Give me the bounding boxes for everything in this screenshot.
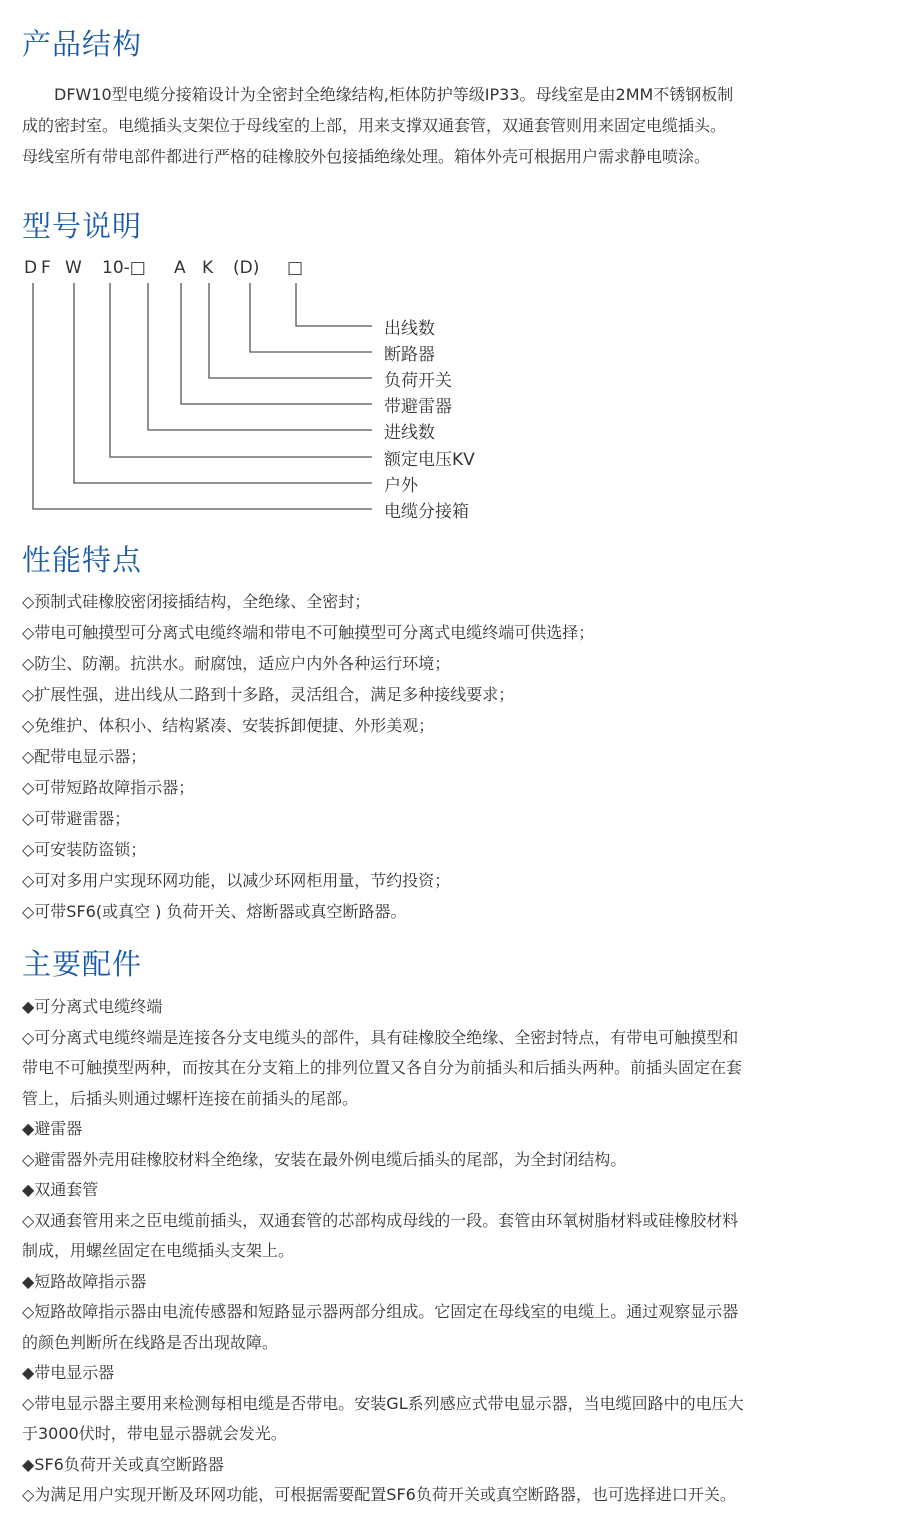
model-code-part: (D): [233, 258, 260, 278]
feature-item: ◇可对多用户实现环网功能，以减少环网柜用量，节约投资；: [22, 871, 451, 890]
section-title-accessories: 主要配件: [22, 947, 143, 981]
bracket-line-voltage: [110, 283, 372, 457]
feature-item: ◇可带SF6(或真空 ) 负荷开关、熔断器或真空断路器。: [22, 902, 407, 921]
model-code-part: A: [174, 258, 186, 278]
accessory-desc-line: ◇双通套管用来之臣电缆前插头，双通套管的芯部构成母线的一段。套管由环氧树脂材料或硅橡胶材料: [22, 1210, 739, 1230]
model-label: 断路器: [384, 345, 435, 365]
section-title-model: 型号说明: [22, 209, 143, 243]
model-label: 进线数: [384, 423, 435, 443]
accessories-list: [22, 992, 882, 1511]
accessory-desc-line: 制成，用螺丝固定在电缆插头支架上。: [22, 1241, 295, 1260]
accessory-desc-line: 管上，后插头则通过螺杆连接在前插头的尾部。: [22, 1088, 359, 1108]
feature-item: ◇免维护、体积小、结构紧凑、安装拆卸便捷、外形美观；: [22, 716, 435, 735]
bracket-line-breaker: [250, 283, 372, 352]
model-label: 出线数: [384, 319, 435, 339]
accessory-name: ◆带电显示器: [22, 1363, 115, 1382]
structure-line: DFW10型电缆分接箱设计为全密封全绝缘结构,柜体防护等级IP33。母线室是由2MM不锈钢板制: [22, 85, 734, 104]
model-code-part: W: [65, 258, 82, 278]
model-code-part: K: [202, 258, 214, 278]
accessory-name: ◆SF6负荷开关或真空断路器: [22, 1454, 224, 1474]
accessory-name: ◆避雷器: [22, 1119, 83, 1138]
model-label: 负荷开关: [384, 371, 452, 391]
accessory-name: ◆短路故障指示器: [22, 1271, 147, 1291]
bracket-line-outdoor: [74, 283, 372, 483]
accessory-desc-line: 带电不可触摸型两种，而按其在分支箱上的排列位置又各自分为前插头和后插头两种。前插头固定在套: [22, 1058, 743, 1077]
section-title-features: 性能特点: [22, 543, 143, 577]
feature-item: ◇配带电显示器；: [22, 747, 147, 766]
accessory-desc-line: ◇可分离式电缆终端是连接各分支电缆头的部件，具有硅橡胶全绝缘、全密封特点，有带电可触摸型和: [22, 1027, 739, 1047]
model-code-part: F: [41, 258, 51, 278]
bracket-line-box: [33, 283, 372, 509]
feature-item: ◇带电可触摸型可分离式电缆终端和带电不可触摸型可分离式电缆终端可供选择；: [22, 623, 595, 642]
model-code-part: □: [287, 258, 304, 278]
bracket-line-outlet: [296, 283, 372, 326]
accessory-desc-line: ◇避雷器外壳用硅橡胶材料全绝缘，安装在最外例电缆后插头的尾部，为全封闭结构。: [22, 1149, 627, 1169]
accessory-desc-line: ◇短路故障指示器由电流传感器和短路显示器两部分组成。它固定在母线室的电缆上。通过观察显示器: [22, 1302, 739, 1321]
structure-line: 母线室所有带电部件都进行严格的硅橡胶外包接插绝缘处理。箱体外壳可根据用户需求静电喷涂。: [22, 147, 711, 166]
accessory-desc-line: ◇为满足用户实现开断及环网功能，可根据需要配置SF6负荷开关或真空断路器，也可选择进口开关。: [22, 1485, 736, 1504]
features-list: [22, 586, 594, 927]
model-label: 户外: [384, 476, 418, 496]
accessory-desc-line: 的颜色判断所在线路是否出现故障。: [22, 1332, 279, 1352]
model-code-part: D: [24, 258, 38, 278]
feature-item: ◇可带避雷器；: [22, 809, 131, 828]
section-title-structure: 产品结构: [22, 27, 143, 61]
bracket-line-load-switch: [209, 283, 372, 378]
accessory-desc-line: ◇带电显示器主要用来检测每相电缆是否带电。安装GL系列感应式带电显示器，当电缆回路中的电压大: [22, 1393, 744, 1413]
feature-item: ◇可带短路故障指示器；: [22, 778, 195, 797]
model-label: 额定电压KV: [384, 450, 475, 470]
accessory-name: ◆可分离式电缆终端: [22, 997, 163, 1016]
model-label: 电缆分接箱: [384, 502, 469, 522]
accessory-desc-line: 于3000伏时，带电显示器就会发光。: [22, 1424, 287, 1443]
structure-line: 成的密封室。电缆插头支架位于母线室的上部，用来支撑双通套管，双通套管则用来固定电缆插头。: [22, 116, 727, 135]
accessory-name: ◆双通套管: [22, 1180, 99, 1199]
feature-item: ◇扩展性强，进出线从二路到十多路，灵活组合，满足多种接线要求；: [22, 685, 515, 704]
model-code-part: 10-□: [102, 258, 146, 278]
model-label: 带避雷器: [384, 397, 452, 417]
feature-item: ◇可安装防盗锁；: [22, 840, 147, 859]
feature-item: ◇防尘、防潮。抗洪水。耐腐蚀，适应户内外各种运行环境；: [22, 654, 451, 673]
feature-item: ◇预制式硅橡胶密闭接插结构，全绝缘、全密封；: [22, 592, 371, 611]
